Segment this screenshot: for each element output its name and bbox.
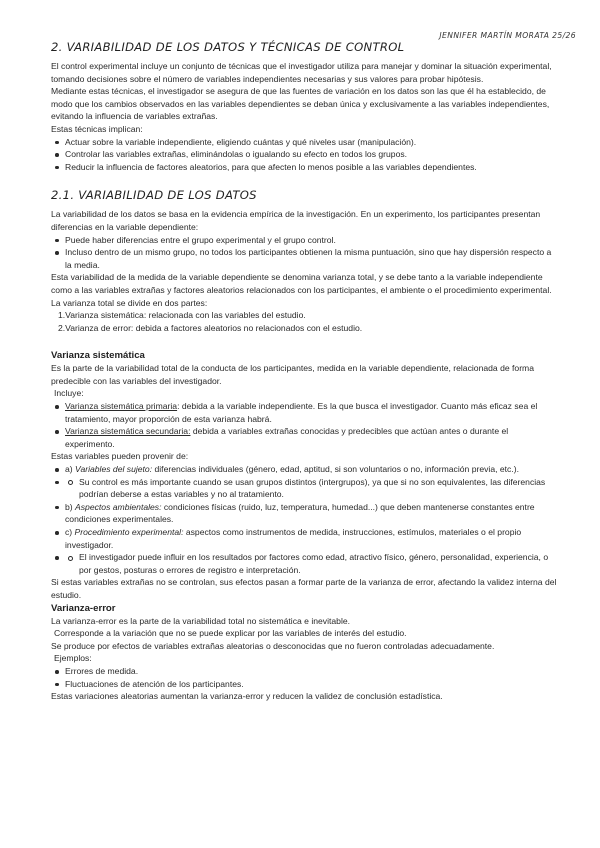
- list-item: Varianza sistemática secundaria: debida a variables extrañas conocidas y predecibles que actúan antes o durante el experimento.: [51, 425, 559, 450]
- systematic-variance-heading: Varianza sistemática: [51, 350, 145, 362]
- list-item: 2.Varianza de error: debida a factores aleatorios no relacionados con el estudio.: [58, 322, 363, 333]
- paragraph: Es la parte de la variabilidad total de la conducta de los participantes, medida en la variable dependiente, relacionada de forma predecible con las variables del investigador.: [51, 363, 534, 386]
- paragraph: Si estas variables extrañas no se controlan, sus efectos pasan a formar parte de la varianza de error, afectando la validez interna del estudio.: [51, 577, 557, 600]
- sub-list-item: Su control es más importante cuando se usan grupos distintos (intergrupos), ya que si no son equivalentes, las diferencias podrían deberse a estas variables y no al tratamiento.: [51, 476, 559, 501]
- variance-parts-list: [51, 309, 559, 334]
- paragraph: Mediante estas técnicas, el investigador se asegura de que las fuentes de variación en los datos son las que él ha establecido, de modo que los cambios observados en las variables dependientes se deban única y exclusivamente a las variables independientes, evitando la influencia de variables extrañas.: [51, 86, 550, 122]
- paragraph: Estas variables pueden provenir de:: [51, 451, 189, 462]
- systematic-types-list: [51, 400, 559, 450]
- sublist-wrapper: [51, 476, 559, 501]
- examples-list: [51, 665, 559, 690]
- techniques-list: [51, 136, 559, 174]
- paragraph: Corresponde a la variación que no se puede explicar por las variables de interés del estudio.: [54, 628, 407, 639]
- paragraph: Incluye:: [54, 388, 84, 399]
- paragraph: Ejemplos:: [54, 653, 92, 664]
- sub-list: [51, 551, 559, 576]
- list-item: Controlar las variables extrañas, eliminándolas o igualando su efecto en todos los grupos.: [51, 148, 559, 161]
- sub-list-item: El investigador puede influir en los resultados por factores como edad, atractivo físico, género, personalidad, experiencia, o por gestos, posturas o errores de registro e interpretación.: [51, 551, 559, 576]
- term: Aspectos ambientales:: [75, 501, 162, 512]
- sources-list: [51, 463, 559, 576]
- list-item: Fluctuaciones de atención de los participantes.: [51, 678, 559, 691]
- term: Varianza sistemática secundaria:: [65, 426, 191, 437]
- paragraph: La varianza-error es la parte de la variabilidad total no sistemática e inevitable.: [51, 615, 351, 626]
- list-item: 1.Varianza sistemática: relacionada con las variables del estudio.: [58, 310, 306, 321]
- error-variance-heading: Varianza-error: [51, 602, 116, 614]
- term: Variables del sujeto:: [75, 464, 153, 475]
- term: Procedimiento experimental:: [74, 527, 184, 537]
- paragraph: Esta variabilidad de la medida de la variable dependiente se denomina varianza total, y se debe tanto a la variable independiente como a las variables extrañas y factores aleatorios relacionados con los participantes, el ambiente o el procedimiento experimental.: [51, 272, 552, 295]
- sublist-wrapper: [51, 551, 559, 576]
- paragraph: Se produce por efectos de variables extrañas aleatorias o desconocidas que no fueron controladas adecuadamente.: [51, 640, 495, 651]
- list-item: Reducir la influencia de factores aleatorios, para que afecten lo menos posible a las variables dependientes.: [51, 161, 559, 174]
- paragraph: Estas variaciones aleatorias aumentan la varianza-error y reducen la validez de conclusión estadística.: [51, 691, 443, 702]
- list-item: b) Aspectos ambientales: condiciones físicas (ruido, luz, temperatura, humedad...) que deben mantenerse constantes entre condiciones experimentales.: [51, 501, 559, 526]
- section-2-1-title: 2.1. VARIABILIDAD DE LOS DATOS: [51, 188, 257, 203]
- list-item: Puede haber diferencias entre el grupo experimental y el grupo control.: [51, 234, 559, 247]
- term: Varianza sistemática primaria: [65, 401, 178, 412]
- paragraph: La varianza total se divide en dos partes:: [51, 297, 208, 308]
- list-item: Varianza sistemática primaria: debida a la variable independiente. Es la que busca el investigador. Cuanto más eficaz sea el tratamiento, mayor proporción de esta varianza habrá.: [51, 400, 559, 425]
- list-item: Errores de medida.: [51, 665, 559, 678]
- paragraph: El control experimental incluye un conjunto de técnicas que el investigador utiliza para manejar y dominar la situación experimental, tomando decisiones sobre el número de variables independientes necesarias y sus valores para probar hipótesis.: [51, 61, 552, 84]
- document-content: [51, 40, 559, 703]
- list-item: Incluso dentro de un mismo grupo, no todos los participantes obtienen la misma puntuación, sino que hay dispersión respecto a la media.: [51, 246, 559, 271]
- list-item: c) Procedimiento experimental: aspectos como instrumentos de medida, instrucciones, estímulos, materiales o el propio investigador.: [51, 526, 559, 551]
- sub-list: [51, 476, 559, 501]
- paragraph: La variabilidad de los datos se basa en la evidencia empírica de la investigación. En un experimento, los participantes presentan diferencias en la variable dependiente:: [51, 209, 541, 232]
- paragraph: Estas técnicas implican:: [51, 123, 143, 134]
- section-2-title: 2. VARIABILIDAD DE LOS DATOS Y TÉCNICAS DE CONTROL: [51, 40, 405, 54]
- author-header: JENNIFER MARTÍN MORATA 25/26: [439, 31, 576, 40]
- list-item: Actuar sobre la variable independiente, eligiendo cuántas y qué niveles usar (manipulación).: [51, 136, 559, 149]
- list-item: a) Variables del sujeto: diferencias individuales (género, edad, aptitud, si son voluntarios o no, información previa, etc.).: [51, 463, 559, 476]
- differences-list: [51, 234, 559, 272]
